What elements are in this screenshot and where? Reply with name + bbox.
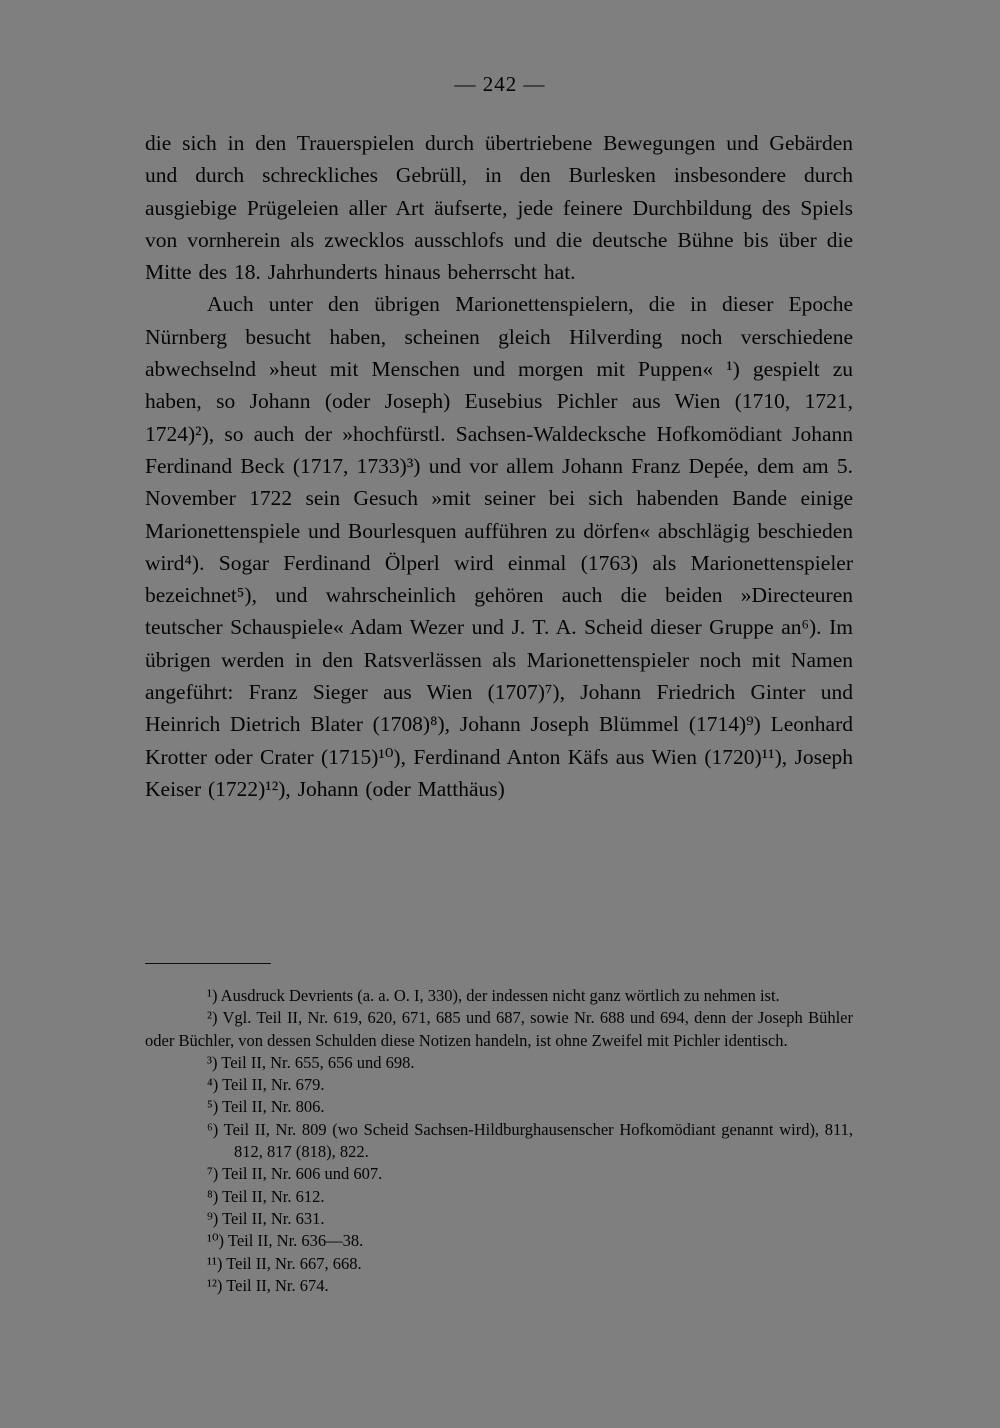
- footnote-text: Teil II, Nr. 636—38.: [227, 1231, 364, 1251]
- footnote: [145, 985, 853, 1007]
- footnote-text: Ausdruck Devrients (a. a. O. I, 330), der indessen nicht ganz wörtlich zu nehmen ist.: [220, 986, 780, 1005]
- footnote-mark: ⁷): [207, 1164, 219, 1184]
- footnote-text: Teil II, Nr. 631.: [222, 1208, 325, 1228]
- footnote: [145, 1074, 853, 1096]
- footnote: [145, 1253, 853, 1275]
- footnote-mark: ¹²): [207, 1275, 223, 1295]
- footnote-separator: [145, 963, 271, 964]
- footnote-text: Teil II, Nr. 679.: [222, 1075, 325, 1095]
- footnote-mark: ²): [207, 1008, 218, 1028]
- footnote: [145, 1230, 853, 1252]
- footnote: [145, 1119, 853, 1164]
- footnote-mark: ⁵): [207, 1097, 219, 1117]
- footnote-mark: ³): [207, 1052, 218, 1072]
- footnote-text: Teil II, Nr. 612.: [222, 1186, 325, 1206]
- footnote: [145, 1007, 853, 1052]
- footnote-text: Teil II, Nr. 809 (wo Scheid Sachsen-Hildburghausenscher Hofkomödiant genannt wird), 811, 812, 817 (818), 822.: [223, 1119, 854, 1162]
- footnote: [145, 1163, 853, 1185]
- footnote-mark: ⁶): [207, 1119, 219, 1139]
- footnote-text: Teil II, Nr. 606 und 607.: [222, 1164, 383, 1184]
- footnote-text: Teil II, Nr. 674.: [226, 1275, 329, 1295]
- footnote-text: Vgl. Teil II, Nr. 619, 620, 671, 685 und 687, sowie Nr. 688 und 694, denn der Joseph Bühler oder Büchler, von dessen Schulden diese Notizen handeln, ist ohne Zweifel mit Pichler identisch.: [145, 1008, 853, 1050]
- footnote-mark: ¹⁰): [207, 1231, 225, 1251]
- footnote-text: Teil II, Nr. 667, 668.: [226, 1253, 362, 1273]
- footnote-mark: ¹¹): [207, 1253, 223, 1273]
- footnote: [145, 1096, 853, 1118]
- footnotes: [145, 985, 853, 1297]
- footnote-mark: ⁸): [207, 1186, 219, 1206]
- footnote-mark: ⁹): [207, 1208, 219, 1228]
- footnote-text: Teil II, Nr. 655, 656 und 698.: [221, 1052, 415, 1072]
- paragraph: die sich in den Trauerspielen durch übertriebene Bewegungen und Gebärden und durch schreckliches Gebrüll, in den Burlesken insbesondere durch ausgiebige Prügeleien aller Art äufserte, jede feinere Durchbildung des Spiels von vornherein als zwecklos ausschlofs und die deutsche Bühne bis über die Mitte des 18. Jahrhunderts hinaus beherrscht hat.: [145, 131, 853, 285]
- footnote-mark: ¹): [207, 986, 218, 1005]
- paragraph: Auch unter den übrigen Marionettenspielern, die in dieser Epoche Nürnberg besucht haben, scheinen gleich Hilverding noch verschiedene abwechselnd »heut mit Menschen und morgen mit Puppen« ¹) gespielt zu haben, so Johann (oder Joseph) Eusebius Pichler aus Wien (1710, 1721, 1724)²), so auch der »hochfürstl. Sachsen-Waldecksche Hofkomödiant Johann Ferdinand Beck (1717, 1733)³) und vor allem Johann Franz Depée, dem am 5. November 1722 sein Gesuch »mit seiner bei sich habenden Bande einige Marionettenspiele und Bourlesquen aufführen zu dörfen« abschlägig beschieden wird⁴). Sogar Ferdinand Ölperl wird einmal (1763) als Marionettenspieler bezeichnet⁵), und wahrscheinlich gehören auch die beiden »Directeuren teutscher Schauspiele« Adam Wezer und J. T. A. Scheid dieser Gruppe an⁶). Im übrigen werden in den Ratsverlässen als Marionettenspieler noch mit Namen angeführt: Franz Sieger aus Wien (1707)⁷), Johann Friedrich Ginter und Heinrich Dietrich Blater (1708)⁸), Johann Joseph Blümmel (1714)⁹) Leonhard Krotter oder Crater (1715)¹⁰), Ferdinand Anton Käfs aus Wien (1720)¹¹), Joseph Keiser (1722)¹²), Johann (oder Matthäus): [145, 292, 853, 801]
- footnote: [145, 1208, 853, 1230]
- body-text: [145, 127, 853, 805]
- footnote-text: Teil II, Nr. 806.: [222, 1097, 325, 1117]
- page-number: — 242 —: [454, 72, 546, 96]
- footnote-mark: ⁴): [207, 1075, 219, 1095]
- footnote: [145, 1186, 853, 1208]
- footnote: [145, 1052, 853, 1074]
- footnote: [145, 1275, 853, 1297]
